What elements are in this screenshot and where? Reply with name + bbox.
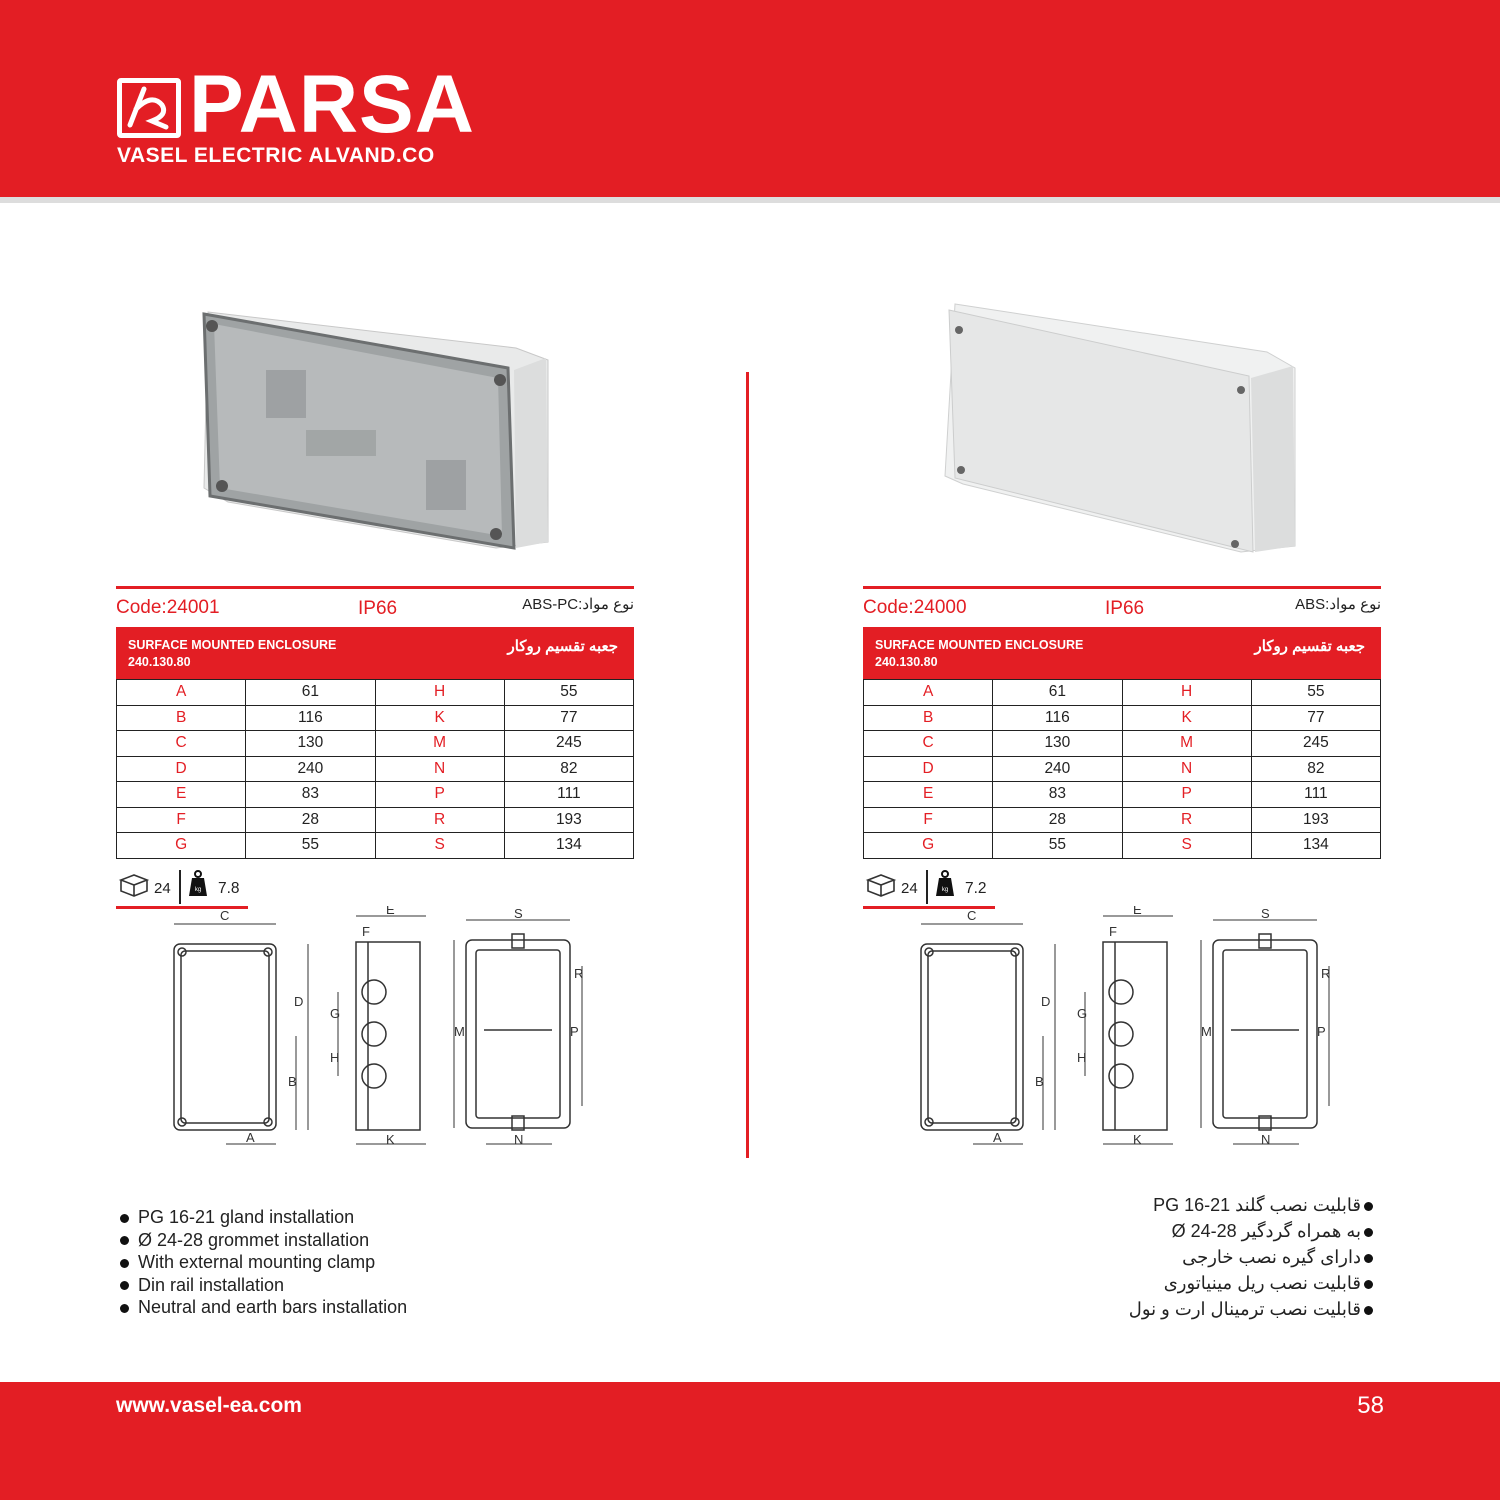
meta-separator bbox=[179, 870, 181, 904]
dim-value: 245 bbox=[504, 731, 633, 757]
dim-label: N bbox=[1122, 756, 1251, 782]
dim-label: A bbox=[117, 680, 246, 706]
dim-value: 111 bbox=[504, 782, 633, 808]
svg-text:kg: kg bbox=[194, 886, 202, 893]
dim-p-label: P bbox=[1317, 1024, 1326, 1039]
title-banner bbox=[863, 627, 1381, 679]
center-divider bbox=[746, 372, 749, 1158]
website-link[interactable]: www.vasel-ea.com bbox=[116, 1394, 302, 1417]
box-weight: 7.2 bbox=[965, 879, 987, 897]
weight-kg-icon bbox=[935, 869, 955, 897]
dim-label: C bbox=[864, 731, 993, 757]
dim-label: S bbox=[375, 833, 504, 859]
enclosure-size: 240.130.80 bbox=[875, 655, 938, 669]
dim-value: 61 bbox=[246, 680, 375, 706]
front-view-drawing bbox=[174, 924, 308, 1144]
list-item bbox=[1129, 1218, 1382, 1244]
dim-label: H bbox=[1122, 680, 1251, 706]
dim-value: 83 bbox=[246, 782, 375, 808]
box-quantity: 24 bbox=[901, 879, 918, 897]
dim-b-label: B bbox=[288, 1074, 297, 1089]
feature-text: به همراه گردگیر Ø 24-28 bbox=[1171, 1221, 1361, 1241]
technical-drawings bbox=[863, 906, 1381, 1160]
dim-label: D bbox=[117, 756, 246, 782]
dimension-table bbox=[116, 679, 634, 859]
dim-value: 193 bbox=[504, 807, 633, 833]
list-item bbox=[1129, 1270, 1382, 1296]
table-row bbox=[117, 705, 634, 731]
dim-label: B bbox=[117, 705, 246, 731]
brand-logo bbox=[117, 59, 477, 172]
dim-label: P bbox=[375, 782, 504, 808]
table-row bbox=[864, 782, 1381, 808]
spec-block bbox=[863, 586, 1381, 909]
bullet-icon bbox=[1364, 1202, 1373, 1211]
bullet-icon bbox=[1364, 1228, 1373, 1237]
dim-value: 240 bbox=[246, 756, 375, 782]
dim-e-label: E bbox=[386, 906, 395, 917]
dim-m-label: M bbox=[1201, 1024, 1212, 1039]
bullet-icon bbox=[120, 1304, 129, 1313]
dim-value: 130 bbox=[246, 731, 375, 757]
dim-value: 77 bbox=[504, 705, 633, 731]
table-row bbox=[117, 782, 634, 808]
dimension-table bbox=[863, 679, 1381, 859]
box-weight: 7.8 bbox=[218, 879, 240, 897]
dim-label: M bbox=[1122, 731, 1251, 757]
bullet-icon bbox=[1364, 1280, 1373, 1289]
dim-g-label: G bbox=[330, 1006, 341, 1021]
dim-h-label: H bbox=[330, 1050, 340, 1065]
dim-e-label: E bbox=[1133, 906, 1142, 917]
technical-drawings bbox=[116, 906, 634, 1160]
dim-value: 77 bbox=[1251, 705, 1380, 731]
page-number: 58 bbox=[1357, 1392, 1384, 1419]
dim-label: N bbox=[375, 756, 504, 782]
table-row bbox=[864, 680, 1381, 706]
svg-text:kg: kg bbox=[941, 886, 949, 893]
dim-label: F bbox=[864, 807, 993, 833]
list-item bbox=[117, 1251, 407, 1274]
feature-text: With external mounting clamp bbox=[138, 1252, 376, 1272]
dim-g-label: G bbox=[1077, 1006, 1088, 1021]
table-row bbox=[117, 680, 634, 706]
table-row bbox=[117, 756, 634, 782]
dim-value: 193 bbox=[1251, 807, 1380, 833]
dim-value: 245 bbox=[1251, 731, 1380, 757]
list-item bbox=[1129, 1244, 1382, 1270]
table-row bbox=[864, 833, 1381, 859]
dim-label: G bbox=[864, 833, 993, 859]
dim-value: 82 bbox=[1251, 756, 1380, 782]
packaging-info bbox=[863, 865, 1381, 909]
dim-label: P bbox=[1122, 782, 1251, 808]
table-row bbox=[117, 807, 634, 833]
brand-subtitle: VASEL ELECTRIC ALVAND.CO bbox=[117, 144, 435, 167]
list-item bbox=[1129, 1296, 1382, 1322]
dim-s-label: S bbox=[514, 906, 523, 921]
ip-rating: IP66 bbox=[1105, 598, 1145, 619]
dim-k-label: K bbox=[1133, 1132, 1142, 1147]
dim-label: C bbox=[117, 731, 246, 757]
dim-label: R bbox=[375, 807, 504, 833]
title-en-block bbox=[128, 637, 336, 671]
feature-text: Neutral and earth bars installation bbox=[138, 1297, 408, 1317]
table-row bbox=[117, 731, 634, 757]
ip-rating: IP66 bbox=[358, 598, 398, 619]
table-row bbox=[864, 807, 1381, 833]
dim-value: 55 bbox=[504, 680, 633, 706]
enclosure-size: 240.130.80 bbox=[128, 655, 191, 669]
spec-block bbox=[116, 586, 634, 909]
dim-label: S bbox=[1122, 833, 1251, 859]
dim-value: 116 bbox=[993, 705, 1122, 731]
header-bar bbox=[0, 0, 1500, 203]
dim-value: 55 bbox=[246, 833, 375, 859]
dim-a-label: A bbox=[246, 1130, 255, 1145]
dim-label: B bbox=[864, 705, 993, 731]
carton-box-icon bbox=[865, 871, 897, 899]
list-item bbox=[117, 1229, 407, 1252]
dim-value: 61 bbox=[993, 680, 1122, 706]
meta-separator bbox=[926, 870, 928, 904]
dim-label: M bbox=[375, 731, 504, 757]
dim-label: F bbox=[117, 807, 246, 833]
dim-d-label: D bbox=[1041, 994, 1051, 1009]
table-row bbox=[864, 731, 1381, 757]
dim-value: 55 bbox=[1251, 680, 1380, 706]
dim-label: E bbox=[864, 782, 993, 808]
dim-c-label: C bbox=[967, 908, 977, 923]
dim-a-label: A bbox=[993, 1130, 1002, 1145]
material-type: نوع مواد:ABS bbox=[1295, 596, 1381, 613]
bullet-icon bbox=[120, 1214, 129, 1223]
dim-value: 82 bbox=[504, 756, 633, 782]
feature-text: دارای گیره نصب خارجی bbox=[1182, 1247, 1361, 1267]
bullet-icon bbox=[120, 1281, 129, 1290]
table-row bbox=[864, 756, 1381, 782]
title-banner bbox=[116, 627, 634, 679]
dim-p-label: P bbox=[570, 1024, 579, 1039]
list-item bbox=[117, 1296, 407, 1319]
weight-kg-icon bbox=[188, 869, 208, 897]
feature-text: قابلیت نصب گلند PG 16-21 bbox=[1153, 1195, 1361, 1215]
title-en: SURFACE MOUNTED ENCLOSURE bbox=[128, 638, 337, 652]
logo-mark-icon bbox=[117, 78, 181, 138]
dim-h-label: H bbox=[1077, 1050, 1087, 1065]
info-row bbox=[116, 589, 634, 621]
product-code: Code:24001 bbox=[116, 597, 220, 618]
table-row bbox=[864, 705, 1381, 731]
dim-label: D bbox=[864, 756, 993, 782]
dim-n-label: N bbox=[514, 1132, 524, 1147]
bullet-icon bbox=[1364, 1306, 1373, 1315]
dim-r-label: R bbox=[1321, 966, 1331, 981]
dim-label: K bbox=[375, 705, 504, 731]
dim-value: 130 bbox=[993, 731, 1122, 757]
table-row bbox=[117, 833, 634, 859]
dim-label: R bbox=[1122, 807, 1251, 833]
dim-m-label: M bbox=[454, 1024, 465, 1039]
info-row bbox=[863, 589, 1381, 621]
dim-label: K bbox=[1122, 705, 1251, 731]
dim-value: 55 bbox=[993, 833, 1122, 859]
feature-text: قابلیت نصب ریل مینیاتوری bbox=[1163, 1273, 1361, 1293]
dim-label: G bbox=[117, 833, 246, 859]
bullet-icon bbox=[1364, 1254, 1373, 1263]
dim-c-label: C bbox=[220, 908, 230, 923]
product-code: Code:24000 bbox=[863, 597, 967, 618]
title-fa: جعبه تقسیم روکار bbox=[507, 638, 618, 655]
dim-d-label: D bbox=[294, 994, 304, 1009]
product-photo-opaque bbox=[863, 290, 1381, 570]
back-view-drawing bbox=[1201, 920, 1329, 1144]
dim-s-label: S bbox=[1261, 906, 1270, 921]
dim-b-label: B bbox=[1035, 1074, 1044, 1089]
dim-n-label: N bbox=[1261, 1132, 1271, 1147]
dim-r-label: R bbox=[574, 966, 584, 981]
feature-text: Ø 24-28 grommet installation bbox=[138, 1229, 370, 1250]
footer-bar bbox=[0, 1382, 1500, 1500]
dim-value: 111 bbox=[1251, 782, 1380, 808]
dim-label: E bbox=[117, 782, 246, 808]
title-en: SURFACE MOUNTED ENCLOSURE bbox=[875, 638, 1084, 652]
feature-text: PG 16-21 gland installation bbox=[138, 1207, 355, 1227]
title-en-block bbox=[875, 637, 1083, 671]
dim-value: 240 bbox=[993, 756, 1122, 782]
dim-value: 28 bbox=[993, 807, 1122, 833]
back-view-drawing bbox=[454, 920, 582, 1144]
list-item bbox=[1129, 1192, 1382, 1218]
material-type: نوع مواد:ABS-PC bbox=[522, 596, 634, 613]
box-quantity: 24 bbox=[154, 879, 171, 897]
dim-f-label: F bbox=[362, 924, 370, 939]
dim-value: 134 bbox=[1251, 833, 1380, 859]
front-view-drawing bbox=[921, 924, 1055, 1144]
carton-box-icon bbox=[118, 871, 150, 899]
dim-value: 83 bbox=[993, 782, 1122, 808]
dim-value: 134 bbox=[504, 833, 633, 859]
bullet-icon bbox=[120, 1236, 129, 1245]
features-list-en bbox=[117, 1206, 407, 1319]
bullet-icon bbox=[120, 1259, 129, 1268]
dim-value: 28 bbox=[246, 807, 375, 833]
title-fa: جعبه تقسیم روکار bbox=[1254, 638, 1365, 655]
dim-k-label: K bbox=[386, 1132, 395, 1147]
packaging-info bbox=[116, 865, 634, 909]
product-photo-transparent bbox=[116, 290, 634, 570]
dim-label: H bbox=[375, 680, 504, 706]
brand-name: PARSA bbox=[189, 59, 475, 150]
list-item bbox=[117, 1274, 407, 1297]
side-view-drawing bbox=[338, 916, 426, 1144]
features-list-fa bbox=[1129, 1192, 1382, 1322]
dim-f-label: F bbox=[1109, 924, 1117, 939]
feature-text: Din rail installation bbox=[138, 1274, 285, 1295]
list-item bbox=[117, 1206, 407, 1229]
feature-text: قابلیت نصب ترمینال ارت و نول bbox=[1128, 1299, 1361, 1319]
dim-value: 116 bbox=[246, 705, 375, 731]
side-view-drawing bbox=[1085, 916, 1173, 1144]
dim-label: A bbox=[864, 680, 993, 706]
